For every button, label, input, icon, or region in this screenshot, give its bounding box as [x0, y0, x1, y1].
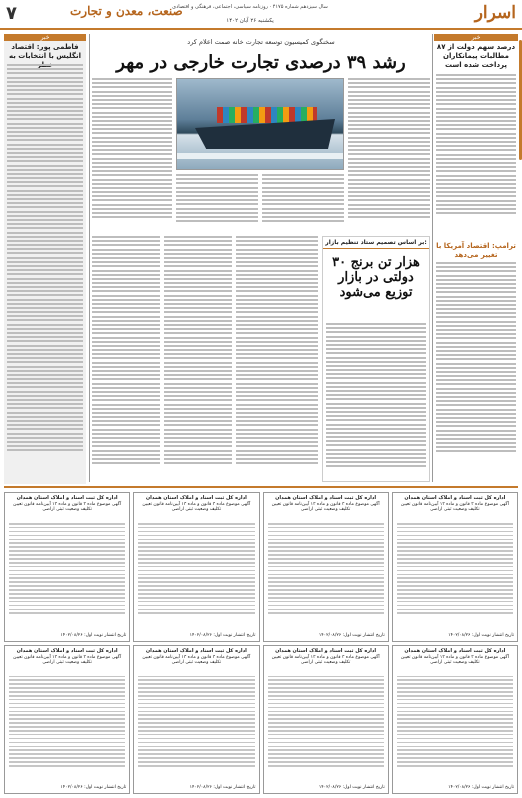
- ads-divider: [4, 486, 518, 488]
- column-divider: [432, 34, 433, 482]
- right-column: [434, 34, 518, 484]
- ad-notice: آگهی موضوع ماده ۳ قانون و ماده ۱۳ آیین‌نامه قانون تعیین تکلیف وضعیت ثبتی اراضی: [400, 654, 509, 665]
- masthead-date: یکشنبه ۲۶ آبان ۱۴۰۲: [226, 18, 274, 24]
- column-divider: [89, 34, 90, 482]
- ad-header: اداره کل ثبت اسناد و املاک استان همدان: [16, 495, 118, 501]
- feature-headline-line3: توزیع می‌شود: [339, 285, 413, 300]
- newspaper-logo: اسرار: [474, 3, 516, 23]
- ad-footer: تاریخ انتشار نوبت اول: ۱۴۰۲/۰۸/۲۶: [448, 632, 514, 638]
- right-column-title: ۸۷ درصد سهم دولت از مطالبات پیمانکاران پرداخت شده است: [436, 43, 516, 69]
- feature-kicker: بر اساس تصمیم ستاد تنظیم بازار:: [323, 237, 429, 249]
- ad-header: اداره کل ثبت اسناد و املاک استان همدان: [275, 495, 377, 501]
- ad-body: [397, 523, 513, 625]
- classified-ad: [392, 492, 518, 642]
- middle-body-c: [92, 236, 160, 482]
- right-column-body: [436, 74, 516, 224]
- lead-headline: رشد ۳۹ درصدی تجارت خارجی در مهر: [116, 52, 406, 73]
- ad-body: [138, 523, 254, 625]
- classified-ad: [263, 492, 389, 642]
- ad-header: اداره کل ثبت اسناد و املاک استان همدان: [145, 495, 247, 501]
- feature-headline-line1: ۳۰ هزار تن برنج: [332, 255, 420, 270]
- ad-footer: تاریخ انتشار نوبت اول: ۱۴۰۲/۰۸/۲۶: [448, 785, 514, 790]
- ad-footer: تاریخ انتشار نوبت اول: ۱۴۰۲/۰۸/۲۶: [318, 632, 385, 638]
- ad-body: [9, 676, 125, 778]
- lead-body-under-photo-a: [262, 174, 344, 230]
- ad-header: اداره کل ثبت اسناد و املاک استان همدان: [145, 647, 247, 654]
- ad-notice: آگهی موضوع ماده ۳ قانون و ماده ۱۳ آیین‌نامه قانون تعیین تکلیف وضعیت ثبتی اراضی: [271, 654, 380, 665]
- ad-notice: آگهی موضوع ماده ۳ قانون و ماده ۱۳ آیین‌نامه قانون تعیین تکلیف وضعیت ثبتی اراضی: [13, 502, 122, 513]
- ad-header: اداره کل ثبت اسناد و املاک استان همدان: [404, 495, 506, 501]
- feature-headline-line2: دولتی در بازار: [338, 270, 414, 285]
- ad-notice: آگهی موضوع ماده ۳ قانون و ماده ۱۳ آیین‌نامه قانون تعیین تکلیف وضعیت ثبتی اراضی: [13, 654, 122, 665]
- container-ship-photo: [176, 78, 344, 170]
- left-column-title: فاطمی پور: اقتصاد انگلیس با انتخابات به: [9, 43, 81, 60]
- masthead-meta: سال سیزدهم شماره ۴۱۷۵ · روزنامه سیاسی، اجتماعی، فرهنگی و اقتصادی: [172, 4, 328, 10]
- ad-header: اداره کل ثبت اسناد و املاک استان همدان: [275, 647, 377, 654]
- classified-ad: [133, 492, 259, 642]
- ad-notice: آگهی موضوع ماده ۳ قانون و ماده ۱۳ آیین‌نامه قانون تعیین تکلیف وضعیت ثبتی اراضی: [271, 502, 380, 513]
- ad-body: [397, 676, 513, 778]
- classified-ad: [4, 645, 130, 795]
- ad-footer: تاریخ انتشار نوبت اول: ۱۴۰۲/۰۸/۲۶: [60, 785, 127, 790]
- lead-body-right: [348, 78, 430, 230]
- classified-ad: [4, 492, 130, 642]
- ad-footer: تاریخ انتشار نوبت اول: ۱۴۰۲/۰۸/۲۶: [189, 785, 256, 790]
- classified-ad: [133, 645, 259, 795]
- classified-ad: [263, 645, 389, 795]
- ad-footer: تاریخ انتشار نوبت اول: ۱۴۰۲/۰۸/۲۶: [60, 632, 127, 638]
- section-title: صنعت، معدن و تجارت: [70, 4, 183, 18]
- ad-notice: آگهی موضوع ماده ۳ قانون و ماده ۱۳ آیین‌نامه قانون تعیین تکلیف وضعیت ثبتی اراضی: [142, 502, 251, 513]
- ad-body: [268, 676, 384, 778]
- classified-ad: [392, 645, 518, 795]
- feature-box: [322, 236, 430, 482]
- left-column-body: [7, 64, 83, 474]
- ad-body: [268, 523, 384, 625]
- feature-body: [326, 323, 426, 479]
- left-column: [4, 34, 86, 484]
- lead-body-left: [92, 78, 172, 230]
- ad-notice: آگهی موضوع ماده ۳ قانون و ماده ۱۳ آیین‌نامه قانون تعیین تکلیف وضعیت ثبتی اراضی: [142, 654, 251, 665]
- lead-body-under-photo-b: [176, 174, 258, 230]
- ad-notice: آگهی موضوع ماده ۳ قانون و ماده ۱۳ آیین‌نامه قانون تعیین تکلیف وضعیت ثبتی اراضی: [400, 502, 509, 513]
- ad-body: [138, 676, 254, 778]
- right-column-second-body: [436, 262, 516, 472]
- right-column-tag: خبر: [434, 34, 518, 41]
- ad-header: اداره کل ثبت اسناد و املاک استان همدان: [16, 647, 118, 654]
- lead-kicker: سخنگوی کمیسیون توسعه تجارت خانه صمت اعلام کرد: [187, 38, 335, 46]
- ad-body: [9, 523, 125, 625]
- middle-body-b: [164, 236, 232, 482]
- right-column-second-title: ترامپ: اقتصاد آمریکا با تغییر می‌دهد: [436, 242, 516, 259]
- ad-footer: تاریخ انتشار نوبت اول: ۱۴۰۲/۰۸/۲۶: [189, 632, 256, 638]
- left-column-tag: خبر: [4, 34, 86, 41]
- ad-header: اداره کل ثبت اسناد و املاک استان همدان: [404, 647, 506, 654]
- middle-body-a: [236, 236, 318, 482]
- ad-footer: تاریخ انتشار نوبت اول: ۱۴۰۲/۰۸/۲۶: [318, 785, 385, 790]
- page-number: ۷: [6, 3, 17, 24]
